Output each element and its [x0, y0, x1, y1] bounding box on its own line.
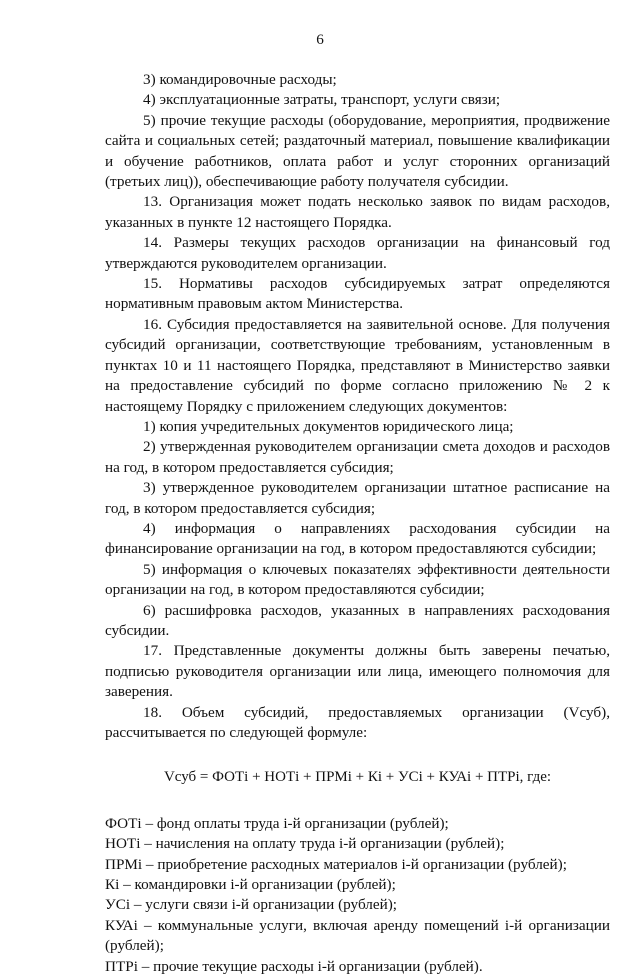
paragraph: 14. Размеры текущих расходов организации на финансовый год утверждаются руководителем организации.: [105, 234, 610, 272]
formula-definitions: [105, 814, 610, 977]
paragraph: 1) копия учредительных документов юридического лица;: [143, 417, 514, 435]
subsidy-formula: Vсуб = ФОТi + НОТi + ПРМi + Кi + УСi + КУАi + ПТРi, где:: [163, 769, 552, 786]
paragraph: 3) утвержденное руководителем организации штатное расписание на год, в котором предоставляется субсидия;: [105, 479, 610, 517]
definition-item: КУАi – коммунальные услуги, включая аренду помещений i-й организации (рублей);: [105, 916, 610, 955]
definition-item: ПТРi – прочие текущие расходы i-й организации (рублей).: [105, 957, 483, 975]
paragraph: 2) утвержденная руководителем организации смета доходов и расходов на год, в котором предоставляется субсидия;: [105, 438, 610, 476]
paragraph: 15. Нормативы расходов субсидируемых затрат определяются нормативным правовым актом Министерства.: [105, 275, 610, 313]
paragraph: 13. Организация может подать несколько заявок по видам расходов, указанных в пункте 12 настоящего Порядка.: [105, 193, 610, 231]
paragraph: 5) прочие текущие расходы (оборудование, мероприятия, продвижение сайта и социальных сетей; раздаточный материал, повышение квалификации и обучение работников, оплата работ и услуг сторонних организаций (третьих лиц)), обеспечивающие работу получателя субсидии.: [105, 111, 610, 191]
definition-item: НОТi – начисления на оплату труда i-й организации (рублей);: [105, 835, 505, 853]
paragraph: 6) расшифровка расходов, указанных в направлениях расходования субсидии.: [105, 601, 610, 639]
paragraph: 4) эксплуатационные затраты, транспорт, услуги связи;: [143, 91, 501, 109]
paragraph: 3) командировочные расходы;: [143, 71, 337, 88]
definition-item: ПРМi – приобретение расходных материалов i-й организации (рублей);: [105, 855, 567, 873]
definition-item: ФОТi – фонд оплаты труда i-й организации (рублей);: [105, 814, 449, 832]
page-number: 6: [316, 31, 324, 48]
paragraph: 4) информация о направлениях расходования субсидии на финансирование организации на год, в котором предоставляются субсидии;: [105, 519, 610, 558]
paragraph: 5) информация о ключевых показателях эффективности деятельности организации на год, в котором предоставляются субсидии;: [105, 560, 610, 599]
paragraph: 16. Субсидия предоставляется на заявительной основе. Для получения субсидий организации, соответствующие требованиям, установленным в пунктах 10 и 11 настоящего Порядка, представляют в Министерство заявки на предоставление субсидий по форме согласно приложению № 2 к настоящему Порядку с приложением следующих документов:: [105, 315, 610, 415]
definition-item: УСi – услуги связи i-й организации (рублей);: [105, 896, 398, 914]
definition-item: Кi – командировки i-й организации (рублей);: [105, 876, 396, 894]
page-content: [105, 70, 610, 977]
paragraph: 17. Представленные документы должны быть заверены печатью, подписью руководителя организации или лица, имеющего полномочия для заверения.: [105, 642, 610, 701]
paragraph: 18. Объем субсидий, предоставляемых организации (Vсуб), рассчитывается по следующей формуле:: [105, 703, 610, 741]
